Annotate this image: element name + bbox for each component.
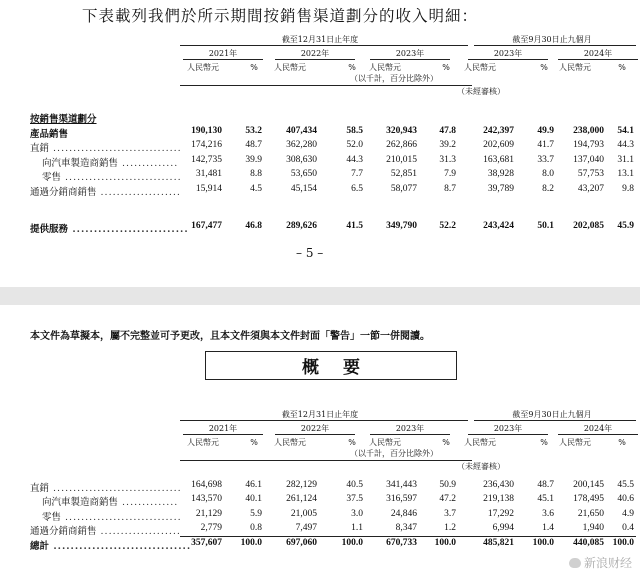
row-label-text: 提供服務 [30,224,69,235]
header-fy-underline [180,45,468,46]
table-cell: 13.1 [617,169,634,179]
header-fy-underline [180,420,468,421]
header-year-underline [370,59,450,60]
table-cell: 8.2 [542,184,554,194]
table-cell: 6,994 [492,523,514,533]
table-cell: 178,495 [573,494,604,504]
table-cell: 53.2 [245,126,262,136]
header-rmb: 人民幣元 [187,438,219,447]
row-label-text: 通過分銷商銷售 [30,187,97,198]
document-page-1 [0,0,640,287]
table-cell: 17,292 [487,509,514,519]
table-cell: 21,129 [195,509,222,519]
header-rmb: 人民幣元 [369,63,401,72]
header-year: 2024年 [583,49,613,58]
table-cell: 100.0 [612,538,634,548]
summary-title-box [205,351,457,380]
header-rmb: 人民幣元 [559,438,591,447]
table-cell: 50.9 [439,480,456,490]
header-bottom-rule [180,85,472,86]
page-separator [0,287,640,305]
row-label-text: 直銷 [30,143,50,154]
table-cell: 39.9 [245,155,262,165]
header-unit-note: （以千計，百分比除外） [350,74,438,83]
table-cell: 46.1 [245,480,262,490]
table-cell: 45.9 [617,221,634,231]
table-cell: 21,005 [290,509,317,519]
table-cell: 1.2 [444,523,456,533]
table-cell: 45,154 [290,184,317,194]
header-percent: % [540,63,548,72]
table-cell: 52.2 [439,221,456,231]
table-cell: 39.2 [439,140,456,150]
table-cell: 39,789 [487,184,514,194]
table-cell: 194,793 [573,140,604,150]
header-percent: % [442,63,450,72]
header-unit-note: （以千計，百分比除外） [350,449,438,458]
table-cell: 142,735 [191,155,222,165]
table-cell: 45.5 [617,480,634,490]
table-cell: 46.8 [245,221,262,231]
section-title: 按銷售渠道劃分 [30,114,97,125]
table-cell: 6.5 [351,184,363,194]
row-label [42,509,182,523]
header-unaudited: （未經審核） [457,462,505,471]
header-percent: % [250,63,258,72]
table-cell: 15,914 [195,184,222,194]
watermark [569,554,632,571]
table-cell: 174,216 [191,140,222,150]
header-year-underline [558,434,638,435]
header-year: 2023年 [395,424,425,433]
table-cell: 8,347 [395,523,417,533]
row-label [42,169,182,183]
table-cell: 3.7 [444,509,456,519]
table-cell: 48.7 [245,140,262,150]
table-cell: 1.1 [351,523,363,533]
header-percent: % [250,438,258,447]
header-percent: % [348,63,356,72]
header-rmb: 人民幣元 [369,438,401,447]
table-cell: 440,085 [573,538,604,548]
table-cell: 100.0 [532,538,554,548]
header-fiscal-year-group: 截至12月31日止年度 [281,35,359,44]
header-percent: % [348,438,356,447]
header-year: 2024年 [583,424,613,433]
header-rmb: 人民幣元 [559,63,591,72]
header-rmb: 人民幣元 [274,63,306,72]
table-cell: 0.4 [622,523,634,533]
header-rmb: 人民幣元 [274,438,306,447]
table-cell: 45.1 [537,494,554,504]
row-label [30,480,182,494]
table-cell: 320,943 [386,126,417,136]
header-year-underline [468,434,548,435]
table-cell: 52.0 [346,140,363,150]
row-label [30,126,68,140]
header-year-underline [468,59,548,60]
header-year-underline [275,59,355,60]
row-label-text: 產品銷售 [30,129,69,140]
page-number: – 5 – [296,246,324,260]
table-cell: 4.5 [250,184,262,194]
header-nm-underline [474,45,636,46]
table-cell: 316,597 [386,494,417,504]
header-fiscal-year-group: 截至12月31日止年度 [281,410,359,419]
table-cell: 33.7 [537,155,554,165]
table-cell: 143,570 [191,494,222,504]
table-cell: 362,280 [286,140,317,150]
table-cell: 202,085 [573,221,604,231]
table-cell: 282,129 [286,480,317,490]
table-cell: 261,124 [286,494,317,504]
table-cell: 202,609 [483,140,514,150]
leader-dots: .................... [96,526,181,537]
table-cell: 200,145 [573,480,604,490]
table-cell: 219,138 [483,494,514,504]
leader-dots: ............................. [61,172,182,183]
header-year: 2023年 [493,49,523,58]
table-cell: 48.7 [537,480,554,490]
row-label [30,140,182,154]
table-cell: 210,015 [386,155,417,165]
table-cell: 3.6 [542,509,554,519]
table-cell: 167,477 [191,221,222,231]
table-cell: 670,733 [386,538,417,548]
table-cell: 349,790 [386,221,417,231]
table-cell: 7,497 [295,523,317,533]
table-cell: 31.3 [439,155,456,165]
table-cell: 163,681 [483,155,514,165]
table-cell: 43,207 [577,184,604,194]
table-cell: 21,650 [577,509,604,519]
table-cell: 9.8 [622,184,634,194]
leader-dots: ................................ [49,143,182,154]
table-cell: 47.8 [439,126,456,136]
header-percent: % [618,438,626,447]
table-cell: 31,481 [195,169,222,179]
table-cell: 357,607 [191,538,222,548]
header-nine-month-group: 截至9月30日止九個月 [512,410,592,419]
table-cell: 40.5 [346,480,363,490]
table-cell: 2,779 [200,523,222,533]
header-year-underline [275,434,355,435]
header-percent: % [442,438,450,447]
table-cell: 41.7 [537,140,554,150]
table-cell: 243,424 [483,221,514,231]
row-label-text: 直銷 [30,483,50,494]
table-cell: 38,928 [487,169,514,179]
header-year: 2022年 [300,49,330,58]
table-cell: 262,866 [386,140,417,150]
row-label [42,494,178,508]
weibo-icon [569,558,581,568]
header-percent: % [540,438,548,447]
table-cell: 40.1 [245,494,262,504]
table-cell: 407,434 [286,126,317,136]
table-cell: 40.6 [617,494,634,504]
table-cell: 1.4 [542,523,554,533]
row-label-text: 向汽車製造商銷售 [42,497,119,508]
header-year-underline [183,434,263,435]
draft-notice: 本文件為草擬本，屬不完整並可予更改，且本文件須與本文件封面「警告」一節一併閱讀。 [30,331,430,342]
header-year-underline [558,59,638,60]
table-cell: 238,000 [573,126,604,136]
table-cell: 58.5 [346,126,363,136]
table-cell: 47.2 [439,494,456,504]
table-cell: 289,626 [286,221,317,231]
table-cell: 3.0 [351,509,363,519]
table-cell: 164,698 [191,480,222,490]
table-cell: 53,650 [290,169,317,179]
table-cell: 5.9 [250,509,262,519]
table-cell: 24,846 [390,509,417,519]
row-label-text: 通過分銷商銷售 [30,526,97,537]
table-cell: 485,821 [483,538,514,548]
table-cell: 52,851 [390,169,417,179]
leader-dots: .................... [96,187,181,198]
header-year: 2022年 [300,424,330,433]
header-unaudited: （未經審核） [457,87,505,96]
table-cell: 37.5 [346,494,363,504]
table-cell: 100.0 [434,538,456,548]
row-label-text: 向汽車製造商銷售 [42,158,119,169]
table-cell: 236,430 [483,480,514,490]
table-cell: 0.8 [250,523,262,533]
row-label-text: 零售 [42,172,62,183]
row-label [30,184,181,198]
row-label [42,155,178,169]
watermark-text: 新浪财经 [583,556,632,570]
table-cell: 8.7 [444,184,456,194]
table-cell: 190,130 [191,126,222,136]
table-cell: 1,940 [582,523,604,533]
intro-text: 下表載列我們於所示期間按銷售渠道劃分的收入明細： [82,7,479,25]
leader-dots: ................................ [49,483,182,494]
table-cell: 44.3 [617,140,634,150]
table-cell: 31.1 [617,155,634,165]
header-nine-month-group: 截至9月30日止九個月 [512,35,592,44]
header-year-underline [370,434,450,435]
header-rmb: 人民幣元 [464,438,496,447]
row-label-text: 零售 [42,512,62,523]
table-cell: 7.9 [444,169,456,179]
table-cell: 4.9 [622,509,634,519]
header-year: 2023年 [395,49,425,58]
row-label-text: 總計 [30,541,50,552]
leader-dots: ............................. [61,512,182,523]
header-rmb: 人民幣元 [187,63,219,72]
table-cell: 58,077 [390,184,417,194]
table-cell: 57,753 [577,169,604,179]
total-top-rule [180,536,636,537]
header-year: 2021年 [208,424,238,433]
table-cell: 242,397 [483,126,514,136]
table-cell: 697,060 [286,538,317,548]
table-cell: 41.5 [346,221,363,231]
leader-dots: ........................... [68,224,189,235]
header-year: 2021年 [208,49,238,58]
table-cell: 54.1 [617,126,634,136]
summary-title: 概要 [302,358,384,378]
table-cell: 49.9 [537,126,554,136]
header-rmb: 人民幣元 [464,63,496,72]
header-year: 2023年 [493,424,523,433]
table-cell: 100.0 [240,538,262,548]
table-cell: 44.3 [346,155,363,165]
table-cell: 308,630 [286,155,317,165]
table-cell: 8.0 [542,169,554,179]
leader-dots: .............. [118,497,179,508]
table-cell: 7.7 [351,169,363,179]
leader-dots: ................................ [49,541,192,552]
header-year-underline [183,59,263,60]
row-label [30,523,181,537]
table-cell: 50.1 [537,221,554,231]
header-percent: % [618,63,626,72]
table-cell: 341,443 [386,480,417,490]
table-cell: 137,040 [573,155,604,165]
leader-dots: .............. [118,158,179,169]
document-page-2 [0,305,640,575]
table-cell: 8.8 [250,169,262,179]
header-bottom-rule [180,460,472,461]
header-nm-underline [474,420,636,421]
table-cell: 100.0 [341,538,363,548]
